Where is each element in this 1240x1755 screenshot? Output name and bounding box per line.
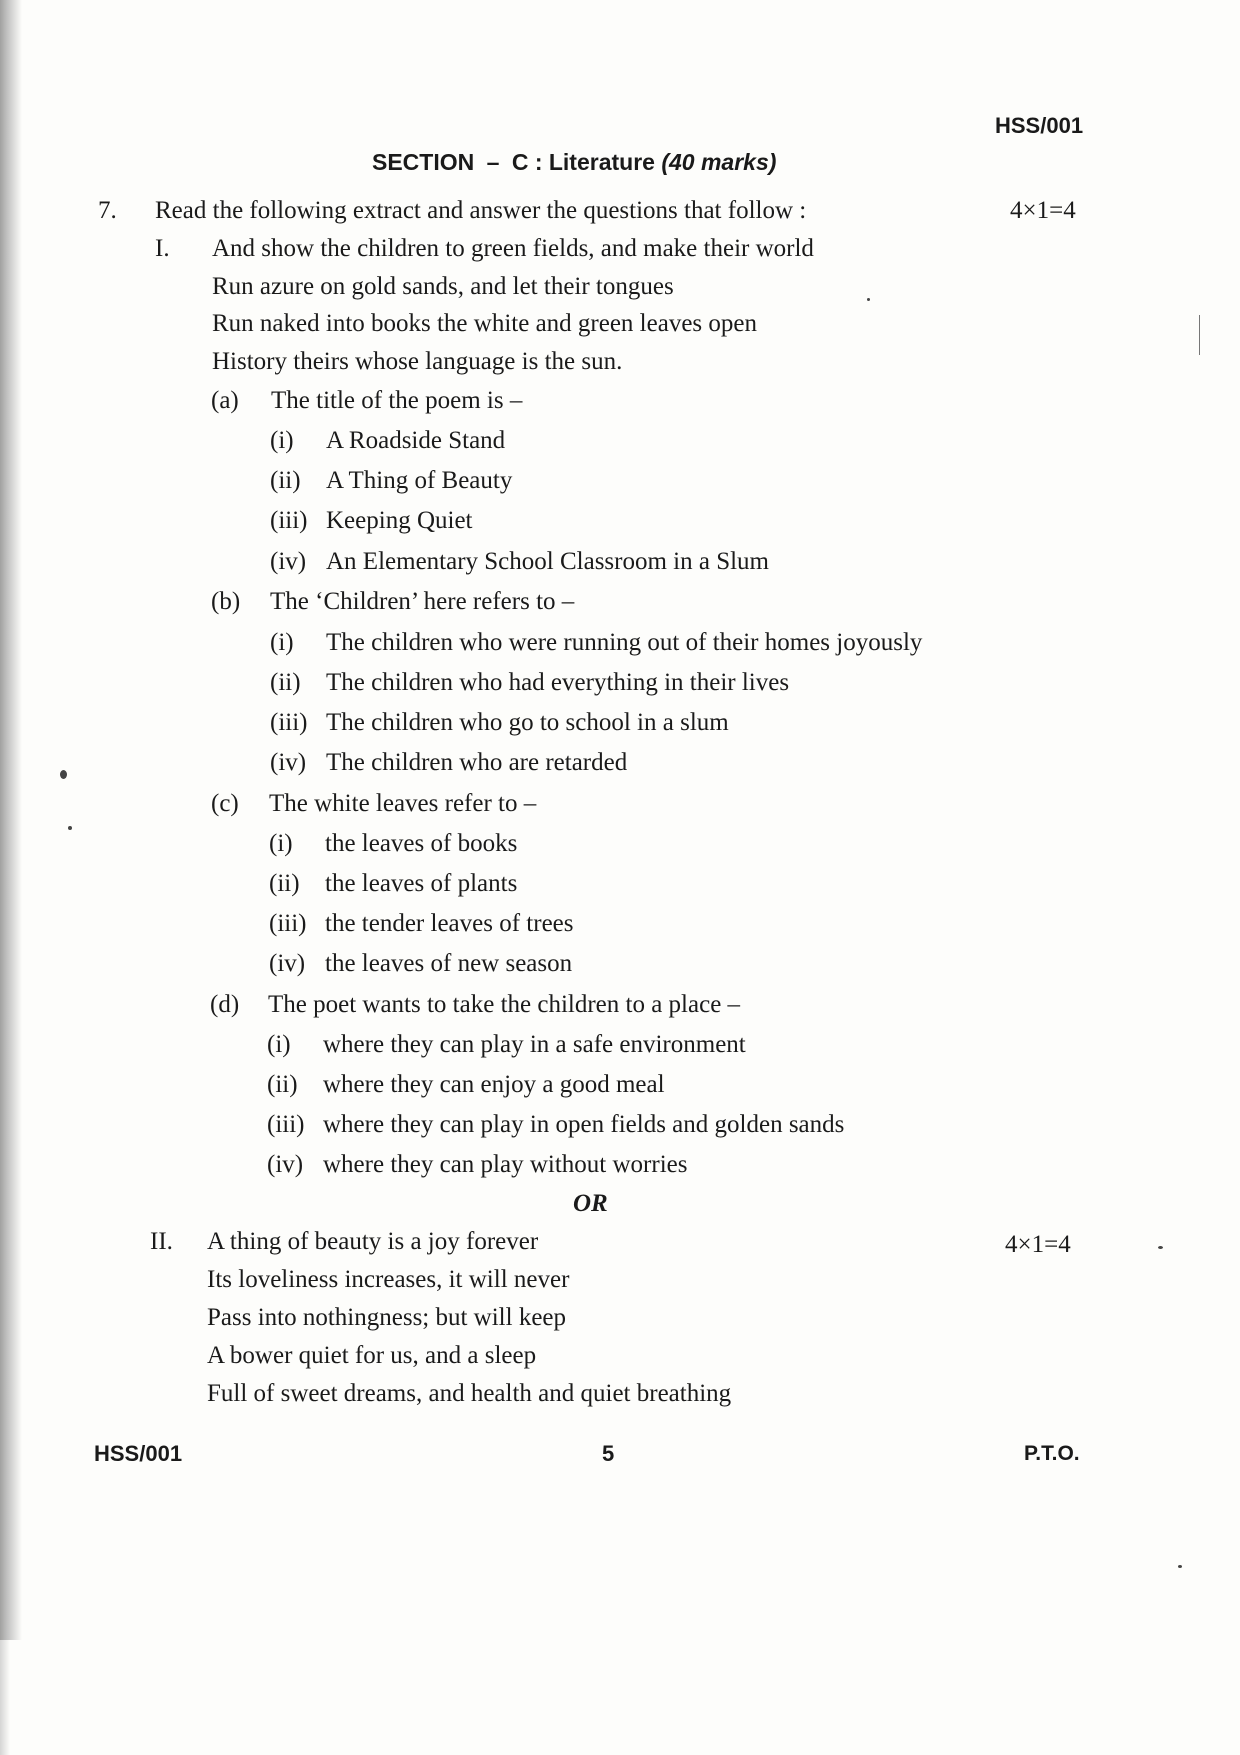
poem-line: Its loveliness increases, it will never: [207, 1266, 570, 1293]
poem-line: Full of sweet dreams, and health and quiet breathing: [207, 1380, 732, 1407]
option-text: Keeping Quiet: [326, 507, 473, 534]
subquestion-stem: The ‘Children’ here refers to –: [270, 588, 575, 615]
option-number: (iii): [267, 1111, 305, 1138]
poem-line: And show the children to green fields, and make their world: [212, 235, 814, 262]
footer-code: HSS/001: [94, 1441, 183, 1466]
subquestion-label: (d): [210, 991, 240, 1018]
option-number: (iii): [270, 507, 308, 534]
option-number: (i): [267, 1031, 291, 1058]
option-text: the leaves of plants: [325, 870, 518, 897]
option-number: (i): [269, 830, 293, 857]
scan-speck: [60, 770, 67, 779]
scan-edge-shadow-lower: [0, 1640, 10, 1755]
subquestion-stem: The poet wants to take the children to a place –: [268, 991, 741, 1018]
option-number: (iv): [267, 1151, 304, 1178]
option-text: the leaves of books: [325, 830, 518, 857]
scan-speck: [867, 298, 870, 301]
section-title: SECTION – C : Literature (40 marks): [372, 149, 777, 175]
subquestion-stem: The title of the poem is –: [271, 387, 523, 414]
scan-speck: [1178, 1565, 1182, 1568]
option-number: (ii): [270, 467, 301, 494]
part2-label: II.: [150, 1228, 173, 1255]
option-number: (iv): [270, 749, 307, 776]
option-text: The children who were running out of their homes joyously: [326, 629, 923, 656]
question-instruction: Read the following extract and answer the questions that follow :: [155, 197, 807, 224]
option-text: the tender leaves of trees: [325, 910, 574, 937]
scan-edge-shadow: [0, 0, 22, 1640]
subquestion-label: (b): [211, 588, 241, 615]
option-text: An Elementary School Classroom in a Slum: [326, 548, 770, 575]
option-text: where they can play without worries: [323, 1151, 688, 1178]
option-number: (ii): [267, 1071, 298, 1098]
option-number: (ii): [270, 669, 301, 696]
poem-line: Run naked into books the white and green leaves open: [212, 310, 757, 337]
scan-line: [1199, 315, 1200, 355]
option-text: The children who go to school in a slum: [326, 709, 729, 736]
scan-speck: [1158, 1246, 1163, 1249]
option-text: A Thing of Beauty: [326, 467, 513, 494]
option-number: (iv): [270, 548, 307, 575]
option-number: (iv): [269, 950, 306, 977]
option-number: (iii): [269, 910, 307, 937]
option-text: where they can play in open fields and golden sands: [323, 1111, 845, 1138]
option-text: The children who had everything in their lives: [326, 669, 790, 696]
poem-line: Run azure on gold sands, and let their tongues: [212, 273, 674, 300]
subquestion-stem: The white leaves refer to –: [269, 790, 537, 817]
option-number: (iii): [270, 709, 308, 736]
part2-marks: 4×1=4: [1005, 1231, 1071, 1258]
option-text: where they can enjoy a good meal: [323, 1071, 665, 1098]
question-marks: 4×1=4: [1010, 197, 1076, 224]
option-number: (ii): [269, 870, 300, 897]
subquestion-label: (c): [211, 790, 239, 817]
option-text: The children who are retarded: [326, 749, 628, 776]
pto-label: P.T.O.: [1024, 1442, 1080, 1465]
scan-speck: [68, 826, 72, 830]
header-code: HSS/001: [995, 113, 1084, 138]
poem-line: Pass into nothingness; but will keep: [207, 1304, 567, 1331]
part1-label: I.: [155, 235, 170, 262]
poem-line: A bower quiet for us, and a sleep: [207, 1342, 537, 1369]
option-text: where they can play in a safe environment: [323, 1031, 746, 1058]
question-number: 7.: [98, 197, 117, 224]
subquestion-label: (a): [211, 387, 239, 414]
or-divider: OR: [573, 1190, 608, 1217]
option-text: the leaves of new season: [325, 950, 573, 977]
page-number: 5: [602, 1441, 615, 1466]
poem-line: A thing of beauty is a joy forever: [207, 1228, 539, 1255]
poem-line: History theirs whose language is the sun.: [212, 348, 623, 375]
option-number: (i): [270, 427, 294, 454]
option-number: (i): [270, 629, 294, 656]
option-text: A Roadside Stand: [326, 427, 506, 454]
